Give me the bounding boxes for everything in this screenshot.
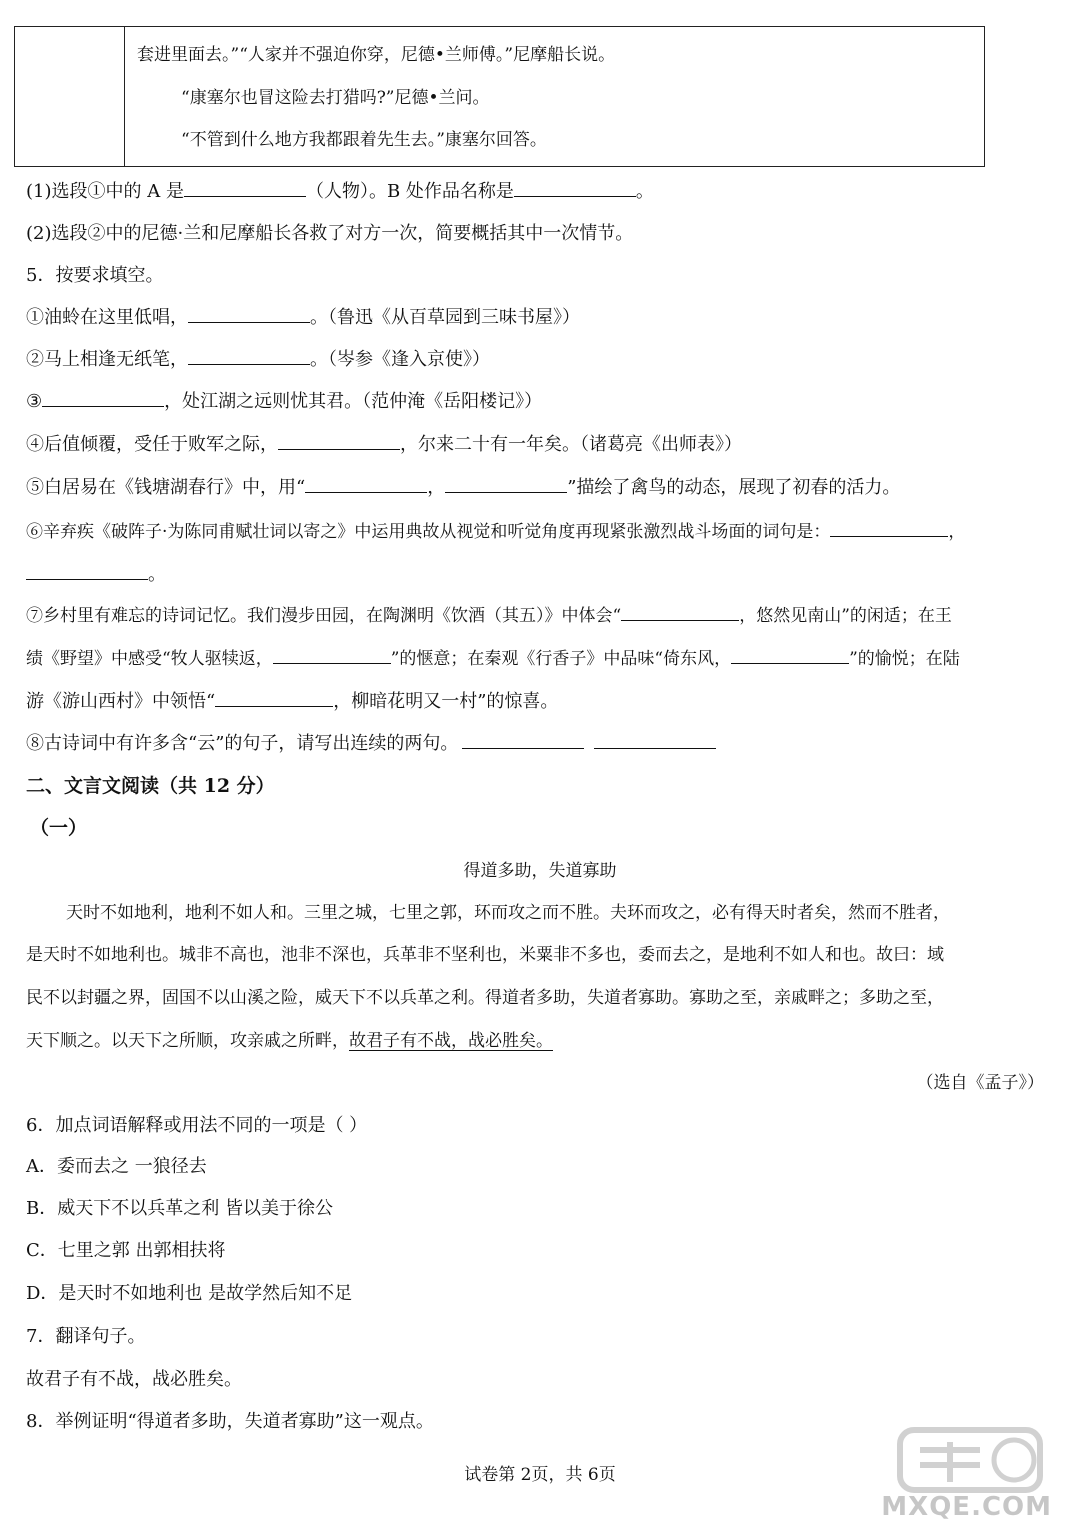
q5-item-1-text-a: ①油蛉在这里低唱， — [26, 307, 188, 328]
box-line-3: “不管到什么地方我都跟着先生去。”康塞尔回答。 — [181, 130, 547, 150]
q5-item-4 — [26, 433, 742, 457]
q7-sentence: 故君子有不战，战必胜矣。 — [26, 1369, 242, 1390]
q4-part1-text-a: (1)选段①中的 A 是 — [26, 181, 184, 202]
box-line-1: 套进里面去。”“人家并不强迫你穿，尼德•兰师傅。”尼摩船长说。 — [137, 45, 616, 65]
answer-blank[interactable] — [278, 433, 400, 450]
passage-line-3: 民不以封疆之界，固国不以山溪之险，威天下不以兵革之利。得道者多助，失道者寡助。寡助之至，亲戚畔之；多助之至， — [26, 988, 944, 1008]
answer-blank[interactable] — [462, 732, 584, 749]
passage-box-label-cell — [15, 27, 125, 166]
answer-blank[interactable] — [273, 647, 391, 664]
answer-blank[interactable] — [188, 306, 310, 323]
answer-blank[interactable] — [445, 476, 567, 493]
answer-blank[interactable] — [514, 180, 636, 197]
q5-item-3-text-a: ③ — [26, 391, 43, 412]
answer-blank[interactable] — [621, 604, 739, 621]
q5-item-2 — [26, 348, 490, 372]
q5-item-2-text-a: ②马上相逢无纸笔， — [26, 349, 188, 370]
answer-blank[interactable] — [830, 520, 948, 537]
q5-item-7-text-b: ，悠然见南山”的闲适；在王 — [739, 606, 952, 626]
answer-blank[interactable] — [42, 390, 164, 407]
q6-option-d[interactable]: D．是天时不如地利也 是故学然后知不足 — [26, 1283, 353, 1304]
q4-part1 — [26, 180, 654, 204]
q5-item-7-line-1 — [26, 604, 952, 628]
passage-box — [14, 26, 985, 167]
passage-line-4-text: 天下顺之。以天下之所顺，攻亲戚之所畔， — [26, 1031, 349, 1051]
answer-blank[interactable] — [184, 180, 306, 197]
q5-item-1-text-b: 。（鲁迅《从百草园到三味书屋》） — [310, 307, 580, 328]
q5-item-6 — [26, 520, 965, 544]
q4-part2: (2)选段②中的尼德·兰和尼摩船长各救了对方一次，简要概括其中一次情节。 — [26, 223, 634, 244]
q6-option-c[interactable]: C．七里之郭 出郭相扶将 — [26, 1240, 226, 1261]
q6-option-b[interactable]: B．威天下不以兵革之利 皆以美于徐公 — [26, 1198, 333, 1219]
q5-item-8 — [26, 732, 716, 756]
q5-item-5-text-c: ”描绘了禽鸟的动态，展现了初春的活力。 — [567, 477, 901, 498]
watermark-site: MXQE.COM — [881, 1492, 1052, 1522]
q5-item-7-line-3 — [26, 690, 558, 714]
q5-item-5 — [26, 476, 900, 500]
q5-item-4-text-a: ④后值倾覆，受任于败军之际， — [26, 434, 278, 455]
q5-item-8-text: ⑧古诗词中有许多含“云”的句子，请写出连续的两句。 — [26, 733, 459, 754]
passage-line-4 — [26, 1030, 553, 1052]
page-footer: 试卷第 2页，共 6页 — [464, 1465, 616, 1485]
passage-line-2: 是天时不如地利也。城非不高也，池非不深也，兵革非不坚利也，米粟非不多也，委而去之，是地利不如人和也。故曰：域 — [26, 945, 944, 965]
passage-source: （选自《孟子》） — [916, 1073, 1044, 1093]
answer-blank[interactable] — [188, 348, 310, 365]
q5-item-7-text-c: 绩《野望》中感受“牧人驱犊返， — [26, 649, 273, 669]
box-line-2: “康塞尔也冒这险去打猎吗?”尼德•兰问。 — [181, 88, 490, 108]
q5-item-7-text-d: ”的惬意；在秦观《行香子》中品味“倚东风， — [390, 649, 732, 669]
q4-part1-text-b: （人物）。B 处作品名称是 — [305, 181, 514, 202]
passage-title: 得道多助，失道寡助 — [463, 861, 617, 881]
q5-item-5-text-a: ⑤白居易在《钱塘湖春行》中，用“ — [26, 477, 306, 498]
q6-title: 6．加点词语解释或用法不同的一项是（ ） — [26, 1115, 368, 1136]
q5-item-6-text-b: ， — [948, 522, 966, 542]
underlined-sentence: 故君子有不战，战必胜矣。 — [349, 1031, 553, 1051]
subsection-heading: （一） — [30, 817, 88, 839]
q5-item-6-text-a: ⑥辛弃疾《破阵子·为陈同甫赋壮词以寄之》中运用典故从视觉和听觉角度再现紧张激烈战斗场面的词句是： — [26, 522, 831, 542]
answer-blank[interactable] — [305, 476, 427, 493]
q5-item-7-line-2 — [26, 647, 960, 671]
answer-blank[interactable] — [731, 647, 849, 664]
passage-line-1: 天时不如地利，地利不如人和。三里之城，七里之郭，环而攻之而不胜。夫环而攻之，必有得天时者矣，然而不胜者， — [66, 903, 950, 923]
q7-title: 7．翻译句子。 — [26, 1326, 146, 1347]
q5-title: 5．按要求填空。 — [26, 265, 164, 286]
q5-item-3-text-b: ，处江湖之远则忧其君。（范仲淹《岳阳楼记》） — [164, 391, 543, 412]
answer-blank[interactable] — [215, 690, 333, 707]
q8-title: 8．举例证明“得道者多助，失道者寡助”这一观点。 — [26, 1411, 434, 1432]
q5-item-6-text-c: 。 — [148, 564, 166, 585]
q6-option-a[interactable]: A．委而去之 一狼径去 — [26, 1156, 207, 1177]
q5-item-7-text-e: ”的愉悦；在陆 — [849, 649, 960, 669]
q5-item-7-text-g: ，柳暗花明又一村”的惊喜。 — [333, 691, 559, 712]
q5-item-4-text-b: ，尔来二十有一年矣。（诸葛亮《出师表》） — [400, 434, 742, 455]
q4-part1-text-c: 。 — [635, 181, 654, 202]
q5-item-1 — [26, 306, 580, 330]
answer-blank[interactable] — [26, 563, 148, 580]
q5-item-7-text-a: ⑦乡村里有难忘的诗词记忆。我们漫步田园，在陶渊明《饮酒（其五）》中体会“ — [26, 606, 622, 626]
q5-item-2-text-b: 。（岑参《逢入京使》） — [310, 349, 490, 370]
q5-item-5-text-b: ， — [427, 477, 446, 498]
q5-item-7-text-f: 游《游山西村》中领悟“ — [26, 691, 216, 712]
q5-item-3 — [26, 390, 542, 414]
answer-blank[interactable] — [594, 732, 716, 749]
q5-item-6-cont — [26, 563, 166, 587]
section-2-heading: 二、文言文阅读（共 12 分） — [26, 775, 275, 797]
